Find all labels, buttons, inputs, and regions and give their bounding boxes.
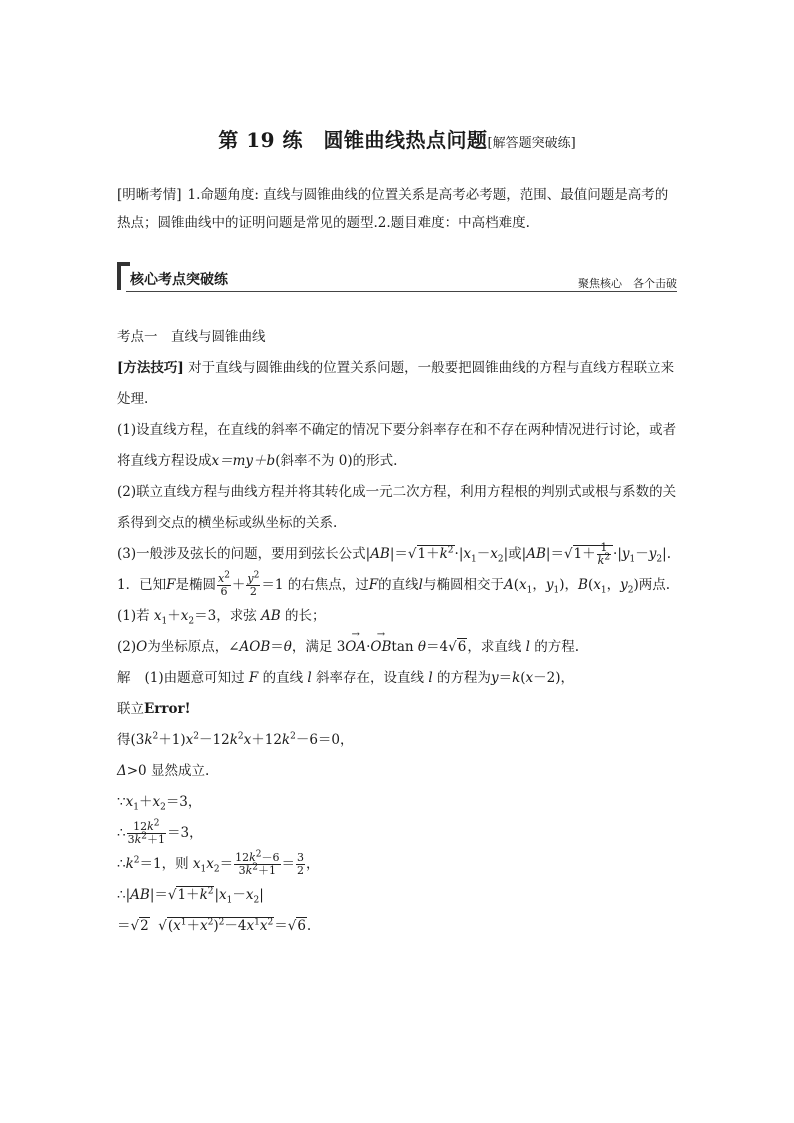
- error-text: Error!: [144, 701, 191, 717]
- solution-tag: 解: [117, 670, 131, 686]
- solution-line-2: 联立Error!: [117, 701, 191, 717]
- step-3: (3)一般涉及弦长的问题，要用到弦长公式$|AB|=√1+k^2\cdot|x_1-x_2|$或|AB|＝√1＋ $\frac{1}{k^2}$ $\cdot|y_1-y_2|$.: [117, 541, 671, 567]
- section-note: 聚焦核心 各个击破: [578, 277, 677, 290]
- solution-line-9: ＝√2 $√(x^1+x^2)^2-4x^1x^2=√6$.: [117, 917, 312, 934]
- section-header: [117, 258, 677, 294]
- question-2: (2)O为坐标原点，∠AOB＝θ，满足 3→ OA·→ OBtan θ＝4√6，求直线 l 的方程.: [117, 632, 679, 663]
- method-paragraph: [117, 353, 679, 415]
- solution-line-4: Δ>0 显然成立.: [117, 763, 210, 779]
- method-text: 对于直线与圆锥曲线的位置关系问题，一般要把圆锥曲线的方程与直线方程联立来处理.: [117, 360, 675, 407]
- method-tag: [方法技巧]: [117, 360, 184, 376]
- section-rule: [126, 291, 677, 292]
- step1-equation: x＝my＋b: [211, 453, 276, 469]
- intro-paragraph: [117, 181, 677, 237]
- topic-heading: 考点一 直线与圆锥曲线: [117, 329, 266, 345]
- solution-line-1: 解 (1)由题意可知过 F 的直线 l 斜率存在，设直线 l 的方程为y＝k(x－2)，: [117, 670, 575, 686]
- solution-line-8: $\therefore|AB|=√1+k^2|x_1-x_2|$: [117, 886, 264, 906]
- intro-tag: [明晰考情]: [117, 187, 182, 203]
- document-body: [117, 322, 679, 942]
- problem-statement: 1．已知F是椭圆 $\frac{x^2}{6}$ ＋ $\frac{y^2}{2}$ ＝1 的右焦点，过F的直线l与椭圆相交于$A(x_1$，$y_1$)，$B(x_1$，$y_2$)两点.: [117, 570, 671, 598]
- page-title: [0, 124, 794, 153]
- step-2: (2)联立直线方程与曲线方程并将其转化成一元二次方程，利用方程根的判别式或根与系数的关系得到交点的横坐标或纵坐标的关系.: [117, 484, 677, 531]
- intro-text: 1.命题角度: 直线与圆锥曲线的位置关系是高考必考题，范围、最值问题是高考的热点；圆锥曲线中的证明问题是常见的题型.2.题目难度：中高档难度.: [117, 187, 669, 231]
- solution-line-5: $\because x_1+x_2=3$，: [117, 794, 202, 813]
- title-sub: [解答题突破练]: [487, 136, 576, 151]
- section-title: 核心考点突破练: [130, 272, 228, 288]
- question-1: (1)若 $x_1+x_2=3$，求弦 AB 的长；: [117, 608, 326, 627]
- solution-line-3: 得$(3k^2+1)x^2-12k^2x+12k^2-6=0$，: [117, 731, 354, 748]
- section-corner-mark: [117, 262, 130, 290]
- step-1: (1)设直线方程，在直线的斜率不确定的情况下要分斜率存在和不存在两种情况进行讨论，或者将直线方程设成x＝my＋b(斜率不为 0)的形式.: [117, 422, 677, 469]
- title-main: 第 19 练 圆锥曲线热点问题: [218, 128, 488, 152]
- solution-line-6: ∴ $\frac{12k^2}{3k^2+1}$ ＝3，: [117, 818, 203, 846]
- solution-line-7: $\therefore k^2=1$，则 $x_1x_2=$ $\frac{12k^2-6}{3k^2+1}$ ＝ $\frac{3}{2}$ ，: [117, 849, 320, 877]
